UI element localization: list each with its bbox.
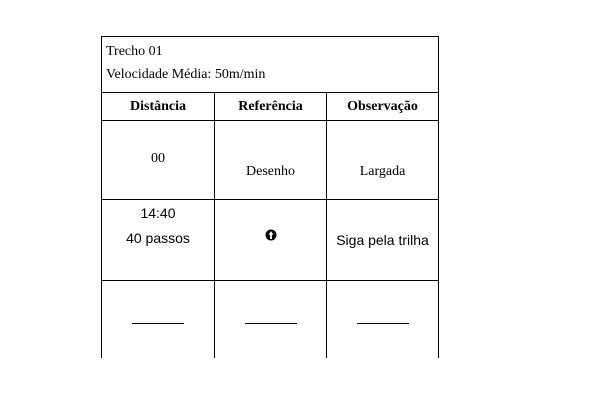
reference-value: Desenho (246, 164, 295, 179)
table-row (102, 281, 439, 359)
distance-value: 00 (151, 151, 165, 166)
segment-title: Trecho 01 (106, 44, 163, 59)
observation-cell (327, 200, 439, 281)
column-observation: Observação (327, 93, 439, 121)
reference-cell (215, 200, 327, 281)
blank-line (357, 323, 409, 324)
observation-value: Largada (359, 164, 406, 179)
route-table (101, 36, 439, 358)
distance-cell (102, 281, 215, 359)
route-sheet (101, 36, 438, 356)
blank-line (245, 323, 297, 324)
observation-value: Siga pela trilha (336, 232, 429, 248)
segment-header (102, 37, 439, 93)
reference-cell (215, 281, 327, 359)
distance-time: 14:40 (140, 205, 176, 221)
column-distance: Distância (102, 93, 215, 121)
straight-arrow-icon (265, 229, 277, 241)
distance-cell (102, 121, 215, 200)
distance-steps: 40 passos (126, 230, 190, 246)
observation-cell (327, 121, 439, 200)
column-reference: Referência (215, 93, 327, 121)
table-row (102, 121, 439, 200)
reference-cell (215, 121, 327, 200)
average-speed: Velocidade Média: 50m/min (106, 67, 266, 82)
distance-cell (102, 200, 215, 281)
observation-cell (327, 281, 439, 359)
table-row (102, 200, 439, 281)
blank-line (132, 323, 184, 324)
